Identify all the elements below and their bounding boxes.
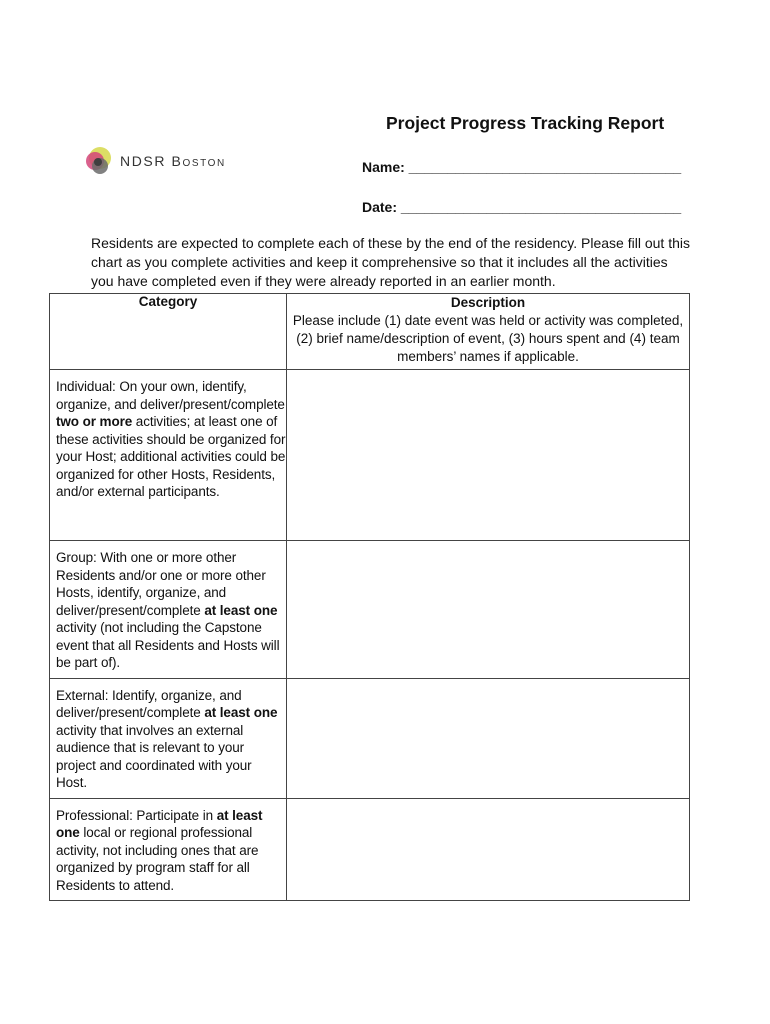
page-title: Project Progress Tracking Report [386, 113, 665, 133]
description-cell[interactable] [287, 678, 690, 798]
description-header [287, 294, 690, 370]
table-header-row [50, 294, 690, 370]
description-cell[interactable] [287, 798, 690, 901]
category-cell: Professional: Participate in at least one local or regional professional activity, not including ones that are organized by program staff for all Residents to attend. [50, 798, 287, 901]
intro-paragraph: Residents are expected to complete each of these by the end of the residency. Please fill out this chart as you complete activities and keep it comprehensive so that it includes all the activities you have completed even if they were already reported in an earlier month. [91, 235, 690, 289]
category-header: Category [50, 294, 287, 370]
category-cell: Group: With one or more other Residents and/or one or more other Hosts, identify, organize, and deliver/present/complete at least one activity (not including the Capstone event that all Residents and Hosts will be part of). [50, 541, 287, 679]
logo-text: NDSR Boston [120, 153, 226, 169]
description-header-note: Please include (1) date event was held or activity was completed, (2) brief name/description of event, (3) hours spent and (4) team members’ names if applicable. [292, 313, 684, 364]
description-cell[interactable] [287, 370, 690, 541]
progress-table [49, 293, 690, 901]
ndsr-boston-logo [84, 144, 254, 180]
category-cell: Individual: On your own, identify, organize, and deliver/present/complete two or more activities; at least one of these activities should be organized for your Host; additional activities could be organized for other Hosts, Residents, and/or external participants. [50, 370, 287, 541]
category-cell: External: Identify, organize, and deliver/present/complete at least one activity that involves an external audience that is relevant to your project and coordinated with your Host. [50, 678, 287, 798]
name-field[interactable]: Name: ___________________________________ [362, 159, 682, 175]
table-row-professional [50, 798, 690, 901]
table-row-group [50, 541, 690, 679]
table-row-external [50, 678, 690, 798]
description-header-title: Description [450, 295, 526, 310]
date-field[interactable]: Date: ____________________________________ [362, 199, 682, 215]
ndsr-logo-mark-icon [84, 144, 120, 180]
description-cell[interactable] [287, 541, 690, 679]
table-row-individual [50, 370, 690, 541]
